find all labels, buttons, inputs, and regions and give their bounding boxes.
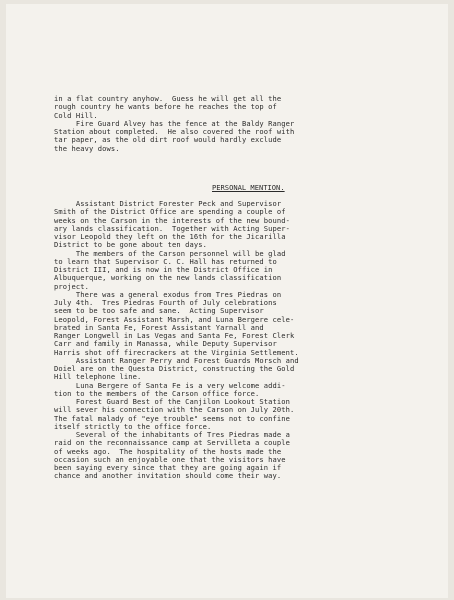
- text-line: brated in Santa Fe, Forest Assistant Yarnall and: [54, 322, 264, 332]
- text-line: of weeks ago. The hospitality of the hosts made the: [54, 446, 282, 456]
- text-line: District III, and is now in the District Office in: [54, 265, 273, 274]
- text-line: District to be gone about ten days.: [54, 240, 207, 250]
- text-line: project.: [54, 281, 89, 291]
- text-line: raid on the reconnaissance camp at Servilleta a couple: [54, 438, 291, 448]
- text-line: rough country he wants before he reaches the top of: [54, 102, 277, 112]
- paragraph: [54, 250, 394, 291]
- text-line: been saying every since that they are going again if: [54, 463, 282, 472]
- paragraph: [54, 398, 394, 431]
- text-line: Several of the inhabitants of Tres Piedras made a: [54, 430, 291, 439]
- paragraph: [54, 200, 394, 250]
- text-line: seem to be too safe and sane. Acting Supervisor: [54, 306, 264, 316]
- personal-mention-text: [54, 200, 394, 481]
- text-line: tar paper, as the old dirt roof would hardly exclude: [54, 135, 282, 145]
- paragraph: [54, 382, 394, 399]
- continuation-text: [54, 95, 394, 153]
- text-line: Station about completed. He also covered the roof with: [54, 127, 295, 136]
- text-line: The fatal malady of "eye trouble" seems not to confine: [54, 413, 291, 423]
- text-line: Hill telephone line.: [54, 372, 142, 382]
- text-line: Cold Hill.: [54, 110, 98, 120]
- text-line: Fire Guard Alvey has the fence at the Baldy Ranger: [54, 118, 295, 128]
- paragraph: [54, 357, 394, 382]
- text-line: visor Leopold they left on the 16th for the Jicarilla: [54, 232, 286, 241]
- text-line: Carr and family in Manassa, while Deputy Supervisor: [54, 339, 277, 349]
- paragraph: [54, 291, 394, 357]
- text-line: Assistant Ranger Perry and Forest Guards Morsch and: [54, 355, 299, 365]
- text-line: Smith of the District Office are spending a couple of: [54, 207, 286, 217]
- text-line: occasion such an enjoyable one that the visitors have: [54, 454, 286, 464]
- text-line: in a flat country anyhow. Guess he will get all the: [54, 94, 282, 103]
- text-line: Harris shot off firecrackers at the Virginia Settlement.: [54, 347, 299, 357]
- text-line: itself strictly to the office force.: [54, 421, 212, 431]
- paragraph: [54, 120, 394, 153]
- text-line: Doiel are on the Questa District, constructing the Gold: [54, 364, 295, 373]
- text-line: to learn that Supervisor C. C. Hall has returned to: [54, 256, 277, 266]
- text-line: The members of the Carson personnel will be glad: [54, 248, 286, 258]
- text-line: July 4th. Tres Piedras Fourth of July celebrations: [54, 298, 277, 307]
- paragraph: [54, 95, 394, 120]
- paragraph: [54, 431, 394, 481]
- text-line: Albuquerque, working on the new lands classification: [54, 273, 282, 283]
- section-heading: PERSONAL MENTION.: [212, 183, 285, 192]
- text-line: weeks on the Carson in the interests of the new bound-: [54, 215, 291, 225]
- text-line: Ranger Longwell in Las Vegas and Santa Fe, Forest Clerk: [54, 331, 295, 340]
- text-line: Forest Guard Best of the Canjilon Lookout Station: [54, 397, 291, 406]
- text-line: Assistant District Forester Peck and Supervisor: [54, 199, 282, 208]
- text-line: Luna Bergere of Santa Fe is a very welcome addi-: [54, 380, 286, 390]
- text-line: tion to the members of the Carson office force.: [54, 388, 260, 398]
- text-line: ary lands classification. Together with Acting Super-: [54, 223, 291, 233]
- text-line: chance and another invitation should come their way.: [54, 471, 282, 481]
- text-line: Leopold, Forest Assistant Marsh, and Luna Bergere cele-: [54, 314, 295, 324]
- text-line: the heavy dows.: [54, 143, 120, 153]
- text-line: will sever his connection with the Carson on July 20th.: [54, 405, 295, 415]
- text-line: There was a general exodus from Tres Piedras on: [54, 289, 282, 299]
